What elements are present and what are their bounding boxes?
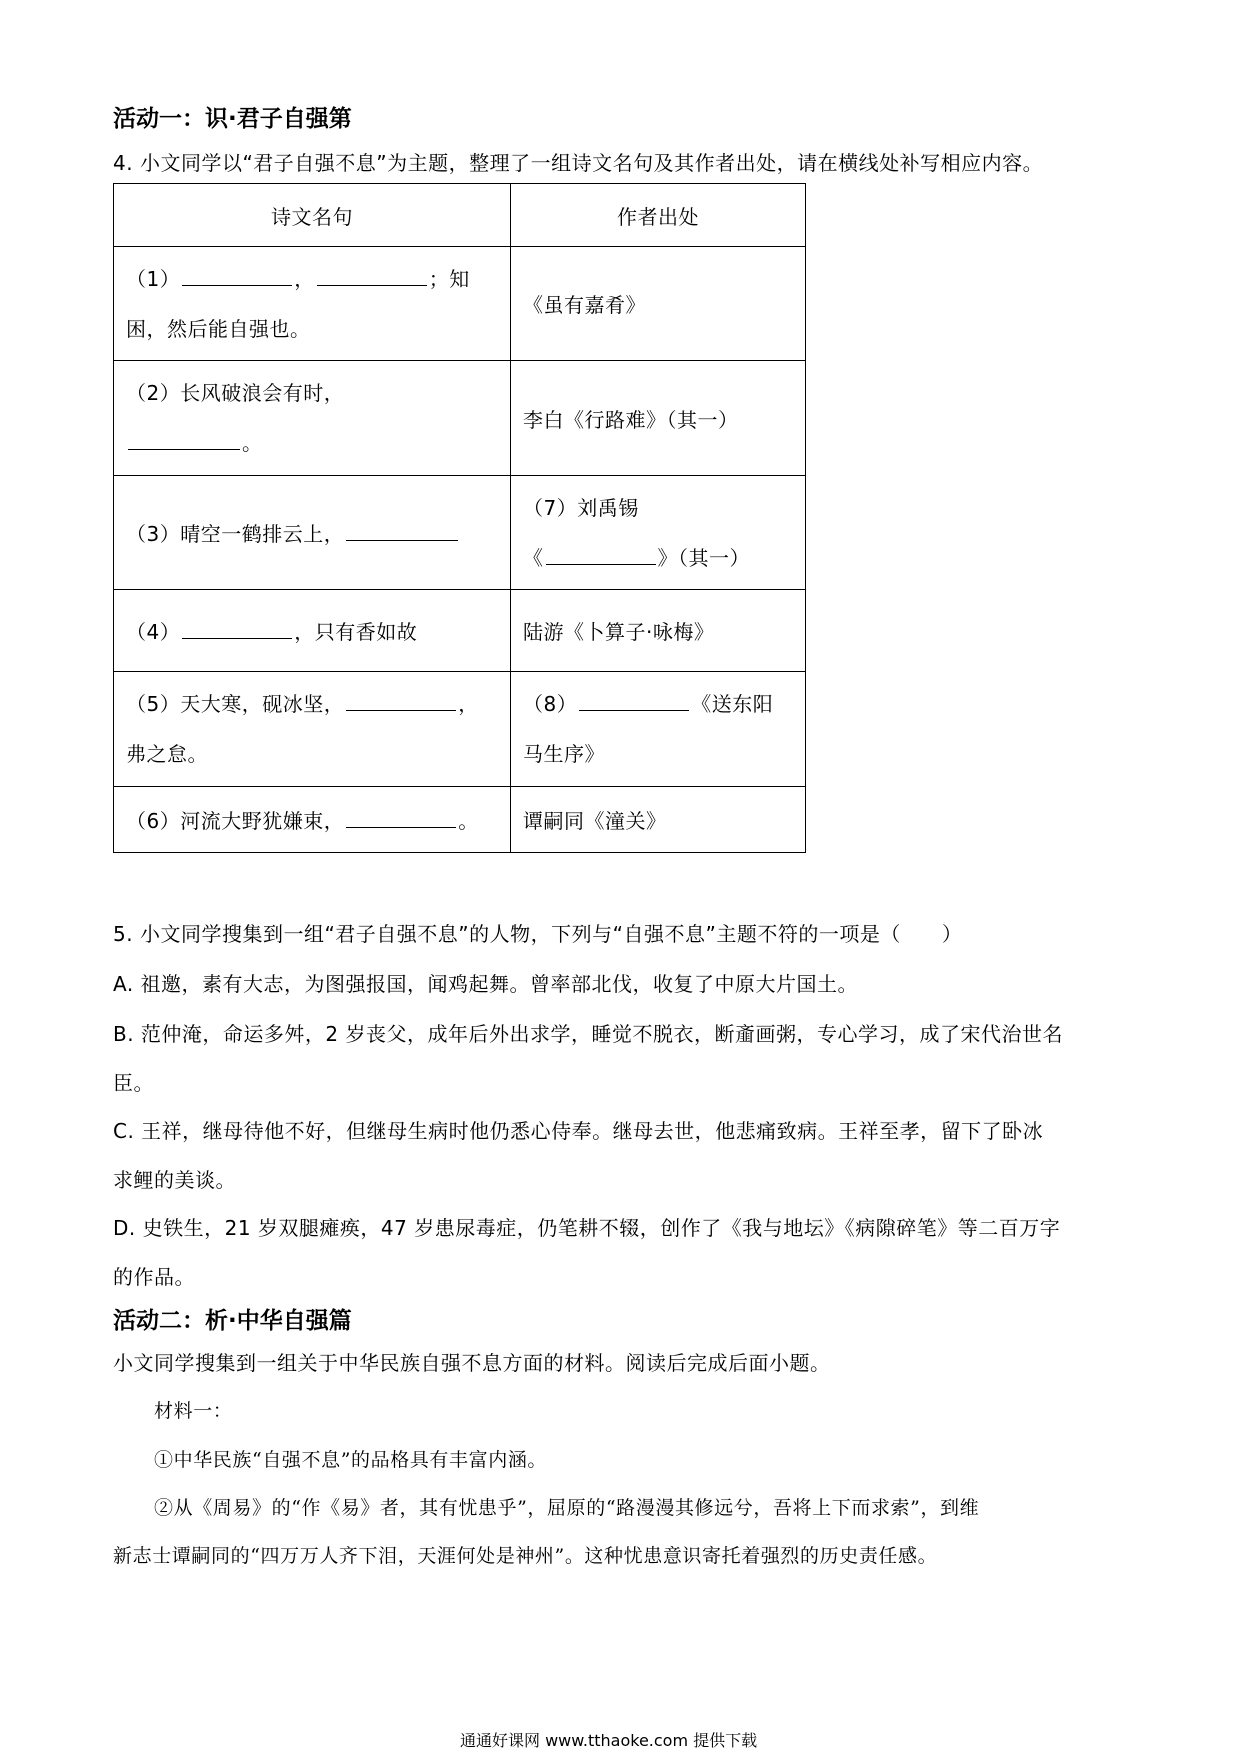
answer-blank[interactable]: [579, 692, 689, 711]
question-4-stem: 4. 小文同学以“君子自强不息”为主题，整理了一组诗文名句及其作者出处，请在横线处补写相应内容。: [113, 151, 1044, 175]
material-paragraph-2-continued: 新志士谭嗣同的“四万万人齐下泪，天涯何处是神州”。这种忧患意识寄托着强烈的历史责任感。: [113, 1545, 938, 1567]
activity2-heading: 活动二：析·中华自强篇: [113, 1308, 352, 1334]
material-paragraph-2: ②从《周易》的“作《易》者，其有忧患乎”，屈原的“路漫漫其修远兮，吾将上下而求索”，到维: [154, 1497, 980, 1519]
option-d-continued: 的作品。: [113, 1265, 195, 1289]
option-b-continued: 臣。: [113, 1071, 154, 1095]
option-c-continued: 求鲤的美谈。: [113, 1168, 236, 1192]
option-b[interactable]: B. 范仲淹，命运多舛，2 岁丧父，成年后外出求学，睡觉不脱衣，断齑画粥，专心学习，成了宋代治世名: [113, 1022, 1064, 1046]
table-row: [114, 361, 806, 476]
answer-blank[interactable]: [546, 546, 656, 565]
table-row: [114, 590, 806, 672]
poem-cell: （3）晴空一鹤排云上，: [114, 476, 511, 590]
source-cell: 《虽有嘉肴》: [511, 247, 806, 361]
source-cell: 陆游《卜算子·咏梅》: [511, 590, 806, 672]
header-author-source: 作者出处: [511, 184, 806, 247]
answer-blank[interactable]: [182, 267, 292, 286]
table-row: [114, 476, 806, 590]
poem-cell: （1） ， ；知 困，然后能自强也。: [114, 247, 511, 361]
table-row: [114, 787, 806, 853]
source-cell: 谭嗣同《潼关》: [511, 787, 806, 853]
answer-blank[interactable]: [346, 692, 456, 711]
option-d[interactable]: D. 史铁生，21 岁双腿瘫痪，47 岁患尿毒症，仍笔耕不辍，创作了《我与地坛》《病隙碎笔》等二百万字: [113, 1216, 1061, 1240]
material-label: 材料一：: [154, 1400, 233, 1422]
table-row: [114, 247, 806, 361]
header-poem-lines: 诗文名句: [114, 184, 511, 247]
source-cell: （7）刘禹锡 《 》（其一）: [511, 476, 806, 590]
table-header-row: [114, 184, 806, 247]
answer-blank[interactable]: [346, 522, 458, 541]
poem-cell: （2）长风破浪会有时， 。: [114, 361, 511, 476]
source-cell: （8） 《送东阳 马生序》: [511, 672, 806, 787]
answer-blank[interactable]: [182, 620, 292, 639]
poem-cell: （5）天大寒，砚冰坚， ， 弗之怠。: [114, 672, 511, 787]
poem-cell: （6）河流大野犹嫌束， 。: [114, 787, 511, 853]
poem-cell: （4） ，只有香如故: [114, 590, 511, 672]
activity1-heading: 活动一：识·君子自强第: [113, 106, 352, 132]
poem-table: [113, 183, 806, 853]
page-footer: 通通好课网 www.tthaoke.com 提供下载: [460, 1731, 758, 1750]
material-paragraph-1: ①中华民族“自强不息”的品格具有丰富内涵。: [154, 1449, 548, 1471]
option-c[interactable]: C. 王祥，继母待他不好，但继母生病时他仍悉心侍奉。继母去世，他悲痛致病。王祥至孝，留下了卧冰: [113, 1119, 1044, 1143]
question-5-stem: 5. 小文同学搜集到一组“君子自强不息”的人物，下列与“自强不息”主题不符的一项是（ ）: [113, 922, 963, 946]
answer-blank[interactable]: [317, 267, 427, 286]
answer-blank[interactable]: [128, 431, 240, 450]
option-a[interactable]: A. 祖邀，素有大志，为图强报国，闻鸡起舞。曾率部北伐，收复了中原大片国土。: [113, 972, 859, 996]
answer-blank[interactable]: [346, 809, 456, 828]
table-row: [114, 672, 806, 787]
activity2-intro: 小文同学搜集到一组关于中华民族自强不息方面的材料。阅读后完成后面小题。: [113, 1351, 831, 1375]
source-cell: 李白《行路难》（其一）: [511, 361, 806, 476]
